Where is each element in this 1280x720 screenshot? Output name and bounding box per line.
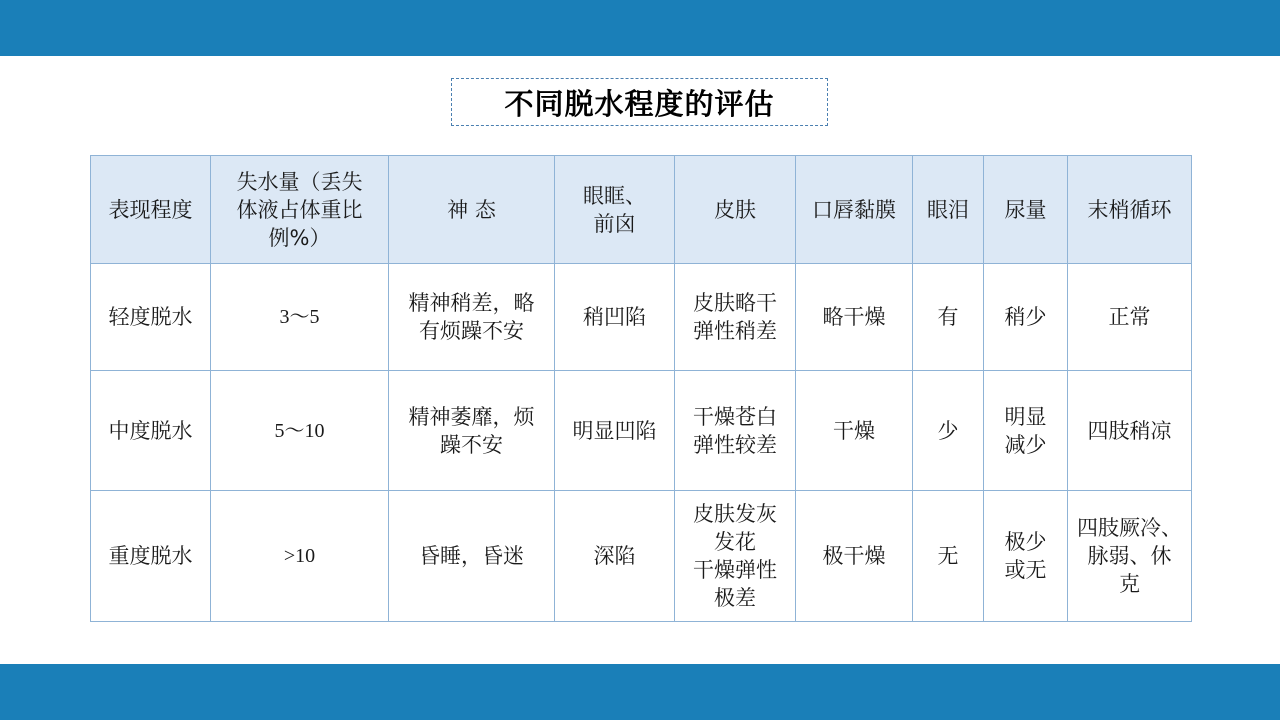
table-cell-text: 稍少 bbox=[1004, 305, 1047, 329]
top-banner bbox=[0, 0, 1280, 56]
table-cell-text: 3～5 bbox=[279, 306, 320, 328]
table-cell-text: 躁不安 bbox=[440, 432, 503, 457]
table-cell-text: 有烦躁不安 bbox=[419, 319, 524, 343]
header-cell-text: 例%） bbox=[268, 225, 331, 250]
table-cell-text: 精神稍差，略 bbox=[408, 291, 535, 315]
table-cell bbox=[1068, 371, 1192, 491]
table-cell-text: 精神萎靡，烦 bbox=[408, 404, 535, 429]
table-cell bbox=[389, 371, 555, 491]
table-cell-text: 明显凹陷 bbox=[572, 418, 657, 443]
table-cell-text: 极干燥 bbox=[822, 544, 886, 568]
table-cell bbox=[555, 491, 675, 622]
page-title: 不同脱水程度的评估 bbox=[504, 86, 775, 121]
table-cell bbox=[91, 491, 211, 622]
table-cell-text: 中度脱水 bbox=[108, 418, 193, 443]
table-cell-text: >10 bbox=[283, 545, 316, 567]
header-cell bbox=[796, 156, 913, 264]
header-cell-text: 末梢循环 bbox=[1087, 197, 1172, 222]
header-cell-text: 皮肤 bbox=[714, 197, 756, 222]
table-cell bbox=[1068, 264, 1192, 371]
table-cell-text: 稍凹陷 bbox=[583, 305, 646, 329]
table-cell-text: 深陷 bbox=[593, 544, 636, 568]
table-cell bbox=[91, 264, 211, 371]
header-cell bbox=[913, 156, 984, 264]
bottom-banner bbox=[0, 664, 1280, 720]
table-cell bbox=[211, 491, 389, 622]
table-cell-text: 略干燥 bbox=[822, 305, 886, 329]
table-cell bbox=[913, 491, 984, 622]
table-row bbox=[91, 491, 1192, 622]
table-cell-text: 减少 bbox=[1004, 432, 1047, 457]
table-cell bbox=[1068, 491, 1192, 622]
header-cell-text: 表现程度 bbox=[108, 197, 193, 222]
table-cell bbox=[211, 371, 389, 491]
table-cell bbox=[913, 371, 984, 491]
table-cell-text: 弹性较差 bbox=[693, 432, 777, 457]
table-cell bbox=[675, 491, 796, 622]
table-cell bbox=[555, 371, 675, 491]
table-cell-text: 重度脱水 bbox=[108, 544, 193, 568]
table-cell-text: 极少 bbox=[1004, 530, 1047, 554]
table-cell-text: 四肢厥冷、 bbox=[1077, 516, 1182, 540]
table-cell bbox=[389, 264, 555, 371]
table-cell bbox=[211, 264, 389, 371]
table-cell bbox=[675, 264, 796, 371]
table-cell-text: 干燥苍白 bbox=[693, 404, 777, 429]
table-cell-text: 干燥弹性 bbox=[693, 558, 777, 582]
table-cell-text: 发花 bbox=[714, 530, 756, 554]
header-cell bbox=[389, 156, 555, 264]
table-cell bbox=[675, 371, 796, 491]
table-cell-text: 克 bbox=[1119, 572, 1140, 596]
header-cell-text: 口唇黏膜 bbox=[812, 197, 896, 222]
table-cell bbox=[984, 264, 1068, 371]
table-cell-text: 轻度脱水 bbox=[108, 305, 193, 329]
table-cell-text: 有 bbox=[937, 305, 959, 329]
dehydration-table bbox=[90, 155, 1192, 622]
header-cell-text: 失水量（丢失 bbox=[236, 169, 363, 194]
table-cell-text: 脉弱、休 bbox=[1087, 544, 1172, 568]
table-cell-text: 明显 bbox=[1004, 404, 1047, 429]
header-cell-text: 前囟 bbox=[593, 211, 636, 236]
table-cell bbox=[555, 264, 675, 371]
header-cell-text: 眼眶、 bbox=[583, 183, 646, 208]
table-cell bbox=[796, 371, 913, 491]
table-row bbox=[91, 264, 1192, 371]
table-cell-text: 无 bbox=[937, 544, 959, 568]
table-header-row bbox=[91, 156, 1192, 264]
table-body bbox=[91, 264, 1192, 622]
table-cell bbox=[796, 264, 913, 371]
header-cell bbox=[211, 156, 389, 264]
header-cell-text: 体液占体重比 bbox=[236, 197, 363, 222]
table-cell-text: 干燥 bbox=[833, 418, 875, 443]
table-cell bbox=[913, 264, 984, 371]
table-cell-text: 或无 bbox=[1004, 558, 1047, 582]
table-cell-text: 弹性稍差 bbox=[693, 319, 777, 343]
table-cell bbox=[796, 491, 913, 622]
header-cell-text: 眼泪 bbox=[927, 197, 969, 222]
header-cell bbox=[984, 156, 1068, 264]
header-cell bbox=[1068, 156, 1192, 264]
table-cell bbox=[91, 371, 211, 491]
table-cell-text: 皮肤发灰 bbox=[693, 502, 777, 526]
header-cell bbox=[91, 156, 211, 264]
table-cell bbox=[984, 491, 1068, 622]
header-cell-text: 神 态 bbox=[447, 197, 496, 222]
title-box bbox=[451, 78, 828, 126]
table-cell-text: 5～10 bbox=[274, 419, 325, 442]
table-cell-text: 昏睡，昏迷 bbox=[419, 544, 524, 568]
header-cell bbox=[675, 156, 796, 264]
table-row bbox=[91, 371, 1192, 491]
table-cell-text: 皮肤略干 bbox=[693, 291, 777, 315]
table-cell bbox=[389, 491, 555, 622]
table-cell-text: 正常 bbox=[1108, 305, 1151, 329]
header-cell-text: 尿量 bbox=[1004, 197, 1047, 222]
header-cell bbox=[555, 156, 675, 264]
table-cell bbox=[984, 371, 1068, 491]
table-cell-text: 极差 bbox=[714, 586, 756, 610]
table-cell-text: 四肢稍凉 bbox=[1087, 418, 1172, 443]
table-cell-text: 少 bbox=[937, 418, 959, 443]
